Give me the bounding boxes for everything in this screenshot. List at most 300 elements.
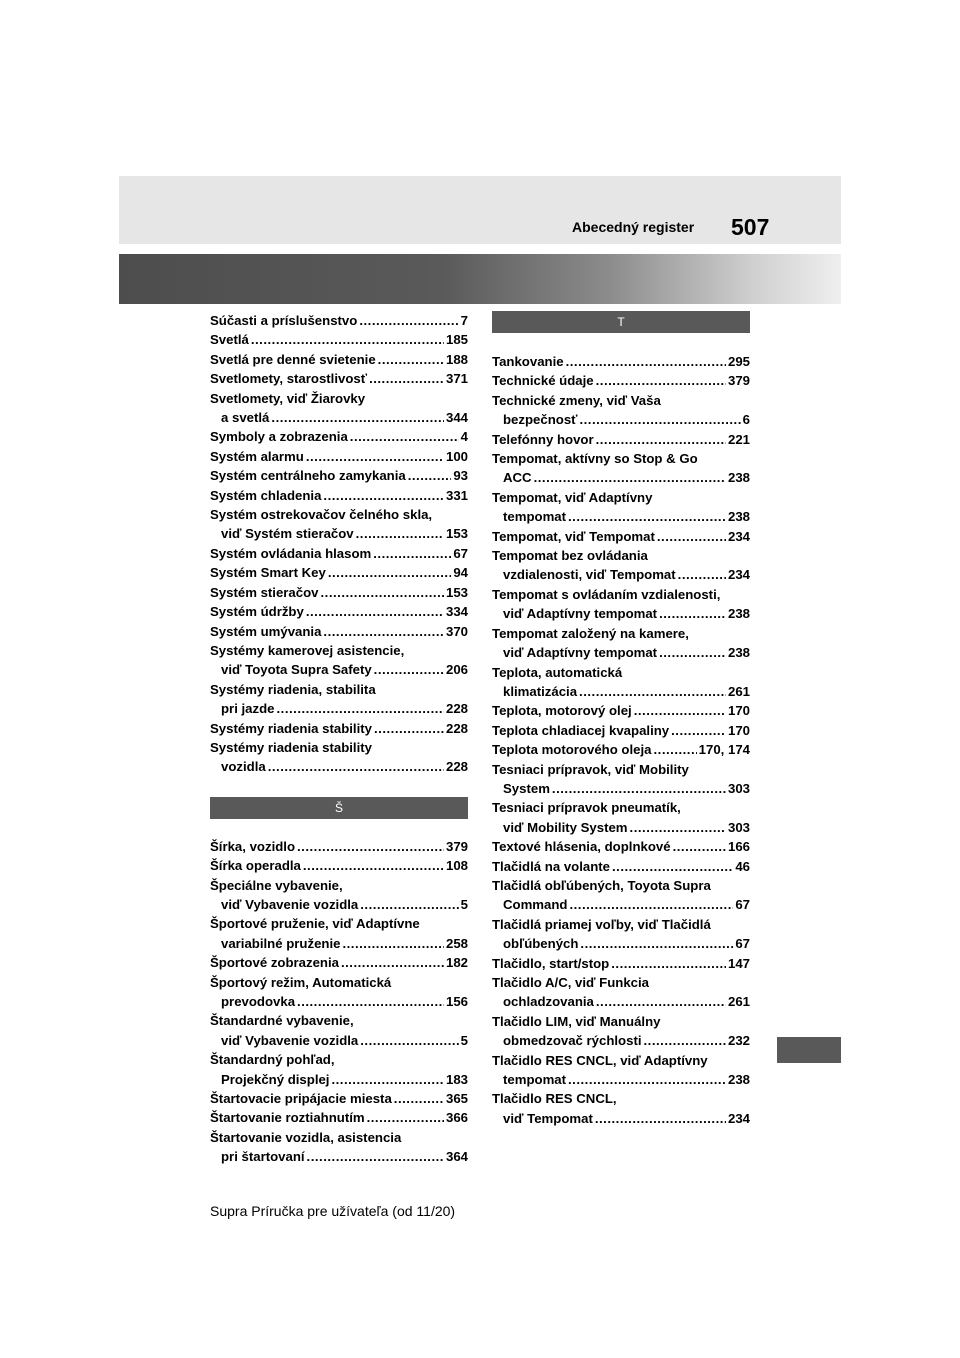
entry-term: Tempomat, aktívny so Stop & Go [492, 451, 698, 467]
index-entry [210, 311, 468, 330]
entry-term: Tlačidlo LIM, viď Manuálny [492, 1013, 661, 1029]
entry-term: Systém umývania [210, 623, 322, 639]
entry-page-reference: 370 [445, 623, 468, 639]
dot-leader [356, 524, 444, 543]
index-entry-line [492, 371, 750, 390]
entry-term: viď Adaptívny tempomat [503, 645, 658, 661]
index-entry-line [210, 856, 468, 875]
entry-term: Tempomat s ovládaním vzdialenosti, [492, 586, 721, 602]
dot-leader [251, 330, 444, 349]
entry-term: Tlačidlá na volante [492, 858, 610, 874]
entry-page-reference: 147 [727, 955, 750, 971]
index-entry [210, 622, 468, 641]
entry-term: tempomat [503, 1072, 567, 1088]
entry-term: Svetlá [210, 332, 249, 348]
index-entry-line [210, 757, 468, 776]
entry-page-reference: 228 [445, 759, 468, 775]
index-entry [492, 527, 750, 546]
entry-term: viď Mobility System [503, 819, 628, 835]
index-entry [492, 391, 750, 430]
entry-term: Tempomat, viď Tempomat [492, 528, 655, 544]
index-entry [210, 914, 468, 953]
entry-term: Tempomat, viď Adaptívny [492, 489, 653, 505]
index-entry [210, 1011, 468, 1050]
index-entry [210, 1108, 468, 1127]
entry-term: Tempomat založený na kamere, [492, 625, 689, 641]
dot-leader [657, 527, 726, 546]
dot-leader [321, 583, 444, 602]
entry-page-reference: 365 [445, 1091, 468, 1107]
entry-term: vozidla [221, 759, 266, 775]
entry-term: Systém stieračov [210, 584, 319, 600]
index-entry-line [210, 1050, 468, 1069]
entry-page-reference: 67 [735, 936, 750, 952]
dot-leader [360, 895, 458, 914]
entry-page-reference: 234 [727, 567, 750, 583]
letter-header-t: T [492, 311, 750, 333]
index-entry-line [210, 563, 468, 582]
entry-page-reference: 303 [727, 819, 750, 835]
entry-term: Športové pruženie, viď Adaptívne [210, 916, 420, 932]
index-entry-line [210, 524, 468, 543]
dot-leader [268, 757, 444, 776]
index-entry-line [492, 449, 750, 468]
dot-leader [568, 507, 726, 526]
entry-page-reference: 238 [727, 1072, 750, 1088]
entry-term: System [503, 780, 550, 796]
entry-page-reference: 100 [445, 448, 468, 464]
dot-leader [342, 934, 444, 953]
index-entry-line [210, 699, 468, 718]
index-entry [210, 602, 468, 621]
entry-page-reference: 4 [460, 429, 468, 445]
entry-term: viď Vybavenie vozidla [221, 896, 359, 912]
entry-term: Systémy riadenia stability [210, 739, 372, 755]
entry-term: Systémy riadenia stability [210, 720, 372, 736]
index-entry-line [492, 895, 750, 914]
index-entry [492, 1012, 750, 1051]
index-entry-line [210, 1031, 468, 1050]
index-entry [210, 505, 468, 544]
dot-leader [323, 622, 444, 641]
index-entry [210, 583, 468, 602]
index-entry-line [492, 643, 750, 662]
index-entry [210, 953, 468, 972]
index-entry-line [210, 486, 468, 505]
entry-term: vzdialenosti, viď Tempomat [503, 567, 676, 583]
entry-term: Systémy kamerovej asistencie, [210, 642, 405, 658]
dot-leader [328, 563, 452, 582]
entry-term: viď Toyota Supra Safety [221, 662, 372, 678]
index-entry-line [492, 624, 750, 643]
index-entry-line [492, 1031, 750, 1050]
dot-leader [374, 719, 444, 738]
dot-leader [331, 1070, 444, 1089]
index-entry-line [210, 1108, 468, 1127]
index-entry [210, 544, 468, 563]
index-entry-line [210, 992, 468, 1011]
entry-page-reference: 344 [445, 410, 468, 426]
index-entry-line [492, 779, 750, 798]
dot-leader [596, 371, 726, 390]
entry-term: Svetlá pre denné svietenie [210, 351, 376, 367]
entry-term: Štandardný pohľad, [210, 1052, 335, 1068]
entry-page-reference: 366 [445, 1110, 468, 1126]
entry-page-reference: 334 [445, 604, 468, 620]
index-entry-line [492, 818, 750, 837]
index-entry-line [492, 430, 750, 449]
index-entry-line [210, 953, 468, 972]
index-entry-line [492, 352, 750, 371]
index-entry [210, 641, 468, 680]
index-entry [492, 663, 750, 702]
entry-page-reference: 331 [445, 487, 468, 503]
index-entry [492, 857, 750, 876]
index-entry-line [210, 934, 468, 953]
entry-term: Command [503, 897, 568, 913]
index-entry-line [210, 544, 468, 563]
index-entry-line [210, 350, 468, 369]
index-entry-line [492, 876, 750, 895]
entry-page-reference: 238 [727, 645, 750, 661]
entry-term: Súčasti a príslušenstvo [210, 313, 358, 328]
index-entry-line [492, 663, 750, 682]
index-entry [492, 740, 750, 759]
index-entry [492, 954, 750, 973]
index-entry-line [492, 488, 750, 507]
entry-term: Systém alarmu [210, 448, 304, 464]
index-entry [492, 837, 750, 856]
entry-term: pri jazde [221, 701, 275, 717]
index-entry-line [492, 507, 750, 526]
entry-term: Tesniaci prípravok, viď Mobility [492, 761, 689, 777]
index-entry-line [492, 391, 750, 410]
entry-term: a svetlá [221, 410, 270, 426]
entry-term: Teplota motorového oleja [492, 742, 652, 758]
index-entry [492, 973, 750, 1012]
index-entry [210, 447, 468, 466]
index-entry-line [210, 876, 468, 895]
entry-page-reference: 238 [727, 470, 750, 486]
index-entry-line [210, 466, 468, 485]
entry-page-reference: 5 [460, 1032, 468, 1048]
entry-page-reference: 166 [727, 839, 750, 855]
entry-term: variabilné pruženie [221, 935, 341, 951]
entry-term: Tlačidlo A/C, viď Funkcia [492, 975, 650, 990]
dot-leader [579, 682, 726, 701]
index-entry-line [210, 680, 468, 699]
index-entry [210, 973, 468, 1012]
index-entry-line [492, 915, 750, 934]
index-entry-line [492, 740, 750, 759]
index-entry-line [492, 992, 750, 1011]
index-entry-line [492, 1089, 750, 1108]
index-entry-line [210, 1147, 468, 1166]
index-entry-line [492, 527, 750, 546]
index-entry [210, 680, 468, 719]
dot-leader [306, 447, 444, 466]
index-entry-line [210, 427, 468, 446]
index-entry [210, 738, 468, 777]
entry-term: pri štartovaní [221, 1149, 305, 1165]
entry-term: Tlačidlá obľúbených, Toyota Supra [492, 877, 711, 893]
entry-term: obľúbených [503, 936, 579, 952]
dot-leader [394, 1089, 444, 1108]
entry-page-reference: 108 [445, 858, 468, 874]
dot-leader [659, 643, 726, 662]
index-entry-line [210, 1128, 468, 1147]
index-column-left [210, 311, 468, 1167]
chapter-thumb-tab [777, 1037, 841, 1063]
entry-page-reference: 234 [727, 1110, 750, 1126]
entry-page-reference: 183 [445, 1071, 468, 1087]
dot-leader [579, 410, 740, 429]
index-entry [492, 488, 750, 527]
entry-term: Tlačidlo, start/stop [492, 955, 610, 971]
index-entry-line [492, 837, 750, 856]
dot-leader [612, 857, 733, 876]
index-entry [210, 563, 468, 582]
dot-leader [678, 565, 726, 584]
index-entry-line [492, 760, 750, 779]
entry-term: ACC [503, 470, 532, 486]
entry-page-reference: 67 [453, 545, 468, 561]
index-entry [210, 1128, 468, 1167]
entry-term: Svetlomety, starostlivosť [210, 371, 368, 387]
dot-leader [673, 837, 726, 856]
entry-page-reference: 170, 174 [698, 742, 750, 758]
dot-leader [568, 1070, 726, 1089]
entry-term: Teplota, motorový olej [492, 703, 632, 719]
dot-leader [369, 369, 444, 388]
index-entry [492, 624, 750, 663]
index-entry [210, 369, 468, 388]
index-entry-line [210, 622, 468, 641]
index-column-right [492, 311, 750, 1128]
index-entry-line [492, 604, 750, 623]
index-entry [492, 701, 750, 720]
entry-page-reference: 7 [460, 313, 468, 328]
entry-page-reference: 379 [727, 373, 750, 389]
entry-term: viď Adaptívny tempomat [503, 606, 658, 622]
entry-term: viď Tempomat [503, 1110, 593, 1126]
entry-page-reference: 156 [445, 994, 468, 1009]
entry-page-reference: 261 [727, 683, 750, 699]
entry-term: viď Vybavenie vozidla [221, 1032, 359, 1048]
entry-page-reference: 93 [453, 468, 468, 484]
dot-leader [378, 350, 444, 369]
index-entry-line [210, 408, 468, 427]
dot-leader [634, 701, 726, 720]
entry-page-reference: 153 [445, 526, 468, 542]
index-entry [492, 352, 750, 371]
index-entry [210, 330, 468, 349]
entry-term: Tesniaci prípravok pneumatík, [492, 800, 681, 816]
entry-term: Systém ovládania hlasom [210, 545, 372, 561]
entry-page-reference: 261 [727, 994, 750, 1010]
dot-leader [271, 408, 444, 427]
index-entry-line [210, 914, 468, 933]
entry-term: obmedzovač rýchlosti [503, 1033, 642, 1049]
index-entry [210, 350, 468, 369]
entry-term: Tempomat bez ovládania [492, 548, 648, 564]
entry-term: Textové hlásenia, doplnkové [492, 839, 671, 855]
index-entry [492, 1089, 750, 1128]
decorative-gradient-band [119, 254, 841, 304]
entry-page-reference: 258 [445, 935, 468, 951]
entry-page-reference: 5 [460, 896, 468, 912]
entry-term: Telefónny hovor [492, 431, 594, 447]
entry-term: viď Systém stieračov [221, 526, 354, 542]
dot-leader [373, 544, 451, 563]
index-entry [210, 389, 468, 428]
index-entry [210, 466, 468, 485]
index-entry-line [492, 954, 750, 973]
index-entry-line [492, 1109, 750, 1128]
entry-term: Systém chladenia [210, 487, 322, 503]
dot-leader [644, 1031, 726, 1050]
index-entries-s [210, 311, 468, 777]
entry-term: Technické zmeny, viď Vaša [492, 392, 661, 408]
entry-page-reference: 185 [445, 332, 468, 348]
entry-page-reference: 188 [445, 351, 468, 367]
index-entry [492, 721, 750, 740]
index-entry-line [210, 311, 468, 330]
entry-term: ochladzovania [503, 994, 594, 1010]
index-entry-line [210, 895, 468, 914]
entry-term: bezpečnosť [503, 412, 578, 428]
entry-page-reference: 238 [727, 509, 750, 525]
index-entry-line [492, 565, 750, 584]
index-entry-line [210, 583, 468, 602]
entry-term: Projekčný displej [221, 1071, 330, 1087]
index-entry-line [492, 1070, 750, 1089]
dot-leader [580, 934, 733, 953]
entry-page-reference: 303 [727, 780, 750, 796]
entry-term: Šírka, vozidlo [210, 838, 296, 854]
index-entry [210, 427, 468, 446]
index-entry-line [210, 369, 468, 388]
index-entry-line [492, 585, 750, 604]
entry-page-reference: 206 [445, 662, 468, 678]
dot-leader [596, 430, 726, 449]
entry-term: Systém centrálneho zamykania [210, 468, 406, 484]
index-entry-line [492, 857, 750, 876]
index-entry-line [492, 973, 750, 992]
entry-term: Systém ostrekovačov čelného skla, [210, 507, 433, 523]
entry-term: Teplota, automatická [492, 664, 623, 680]
dot-leader [671, 721, 726, 740]
index-entry [210, 856, 468, 875]
dot-leader [277, 699, 444, 718]
index-entry-line [492, 798, 750, 817]
dot-leader [374, 660, 444, 679]
entry-term: Symboly a zobrazenia [210, 429, 348, 445]
entry-term: Systémy riadenia, stabilita [210, 681, 376, 697]
index-entry-line [492, 1051, 750, 1070]
entry-term: klimatizácia [503, 683, 578, 699]
dot-leader [367, 1108, 444, 1127]
entry-term: Špeciálne vybavenie, [210, 877, 343, 893]
index-entry [492, 798, 750, 837]
letter-header-s-caron: Š [210, 797, 468, 819]
entry-term: Systém údržby [210, 604, 304, 620]
dot-leader [341, 953, 444, 972]
index-entry-line [492, 682, 750, 701]
entry-term: Športový režim, Automatická [210, 974, 392, 990]
entry-term: Šírka operadla [210, 858, 301, 874]
index-entry-line [210, 1070, 468, 1089]
footer-text: Supra Príručka pre užívateľa (od 11/20) [210, 1203, 456, 1219]
index-entry-line [210, 505, 468, 524]
dot-leader [297, 837, 444, 856]
entry-page-reference: 228 [445, 720, 468, 736]
index-entry-line [210, 389, 468, 408]
entry-page-reference: 228 [445, 701, 468, 717]
index-entry [492, 371, 750, 390]
index-entry-line [210, 330, 468, 349]
index-entry-line [210, 447, 468, 466]
index-entry-line [210, 641, 468, 660]
dot-leader [566, 352, 726, 371]
entry-page-reference: 238 [727, 606, 750, 622]
dot-leader [307, 1147, 444, 1166]
index-entry-line [210, 1011, 468, 1030]
entry-term: Tankovanie [492, 354, 564, 369]
index-entry [210, 876, 468, 915]
dot-leader [552, 779, 726, 798]
entry-page-reference: 170 [727, 703, 750, 719]
index-entry-line [210, 738, 468, 757]
index-entry-line [210, 602, 468, 621]
entry-term: Štartovanie vozidla, asistencia [210, 1129, 402, 1145]
section-title: Abecedný register [572, 219, 695, 235]
dot-leader [569, 895, 733, 914]
dot-leader [297, 992, 444, 1011]
entry-page-reference: 153 [445, 584, 468, 600]
page-number: 507 [731, 214, 770, 240]
index-entry [492, 1051, 750, 1090]
index-entry-line [492, 934, 750, 953]
index-entry [492, 760, 750, 799]
index-entry-line [210, 719, 468, 738]
entry-page-reference: 46 [735, 858, 750, 874]
dot-leader [359, 311, 458, 330]
index-entry [492, 915, 750, 954]
entry-term: Tlačidlo RES CNCL, viď Adaptívny [492, 1052, 708, 1068]
dot-leader [303, 856, 444, 875]
entry-page-reference: 232 [727, 1033, 750, 1049]
index-entry-line [492, 1012, 750, 1031]
index-entry-line [210, 973, 468, 992]
entry-term: Technické údaje [492, 373, 594, 389]
index-entry-line [210, 837, 468, 856]
entry-page-reference: 67 [735, 897, 750, 913]
dot-leader [595, 1109, 726, 1128]
index-entry [210, 837, 468, 856]
entry-page-reference: 6 [742, 412, 750, 428]
dot-leader [630, 818, 726, 837]
dot-leader [360, 1031, 458, 1050]
entry-term: Tlačidlá priamej voľby, viď Tlačidlá [492, 916, 711, 932]
index-entries-t [492, 352, 750, 1128]
dot-leader [654, 740, 697, 759]
index-entry [210, 486, 468, 505]
entry-term: Štandardné vybavenie, [210, 1013, 354, 1029]
entry-page-reference: 94 [453, 565, 468, 581]
entry-term: Systém Smart Key [210, 565, 326, 581]
entry-page-reference: 295 [727, 354, 750, 369]
